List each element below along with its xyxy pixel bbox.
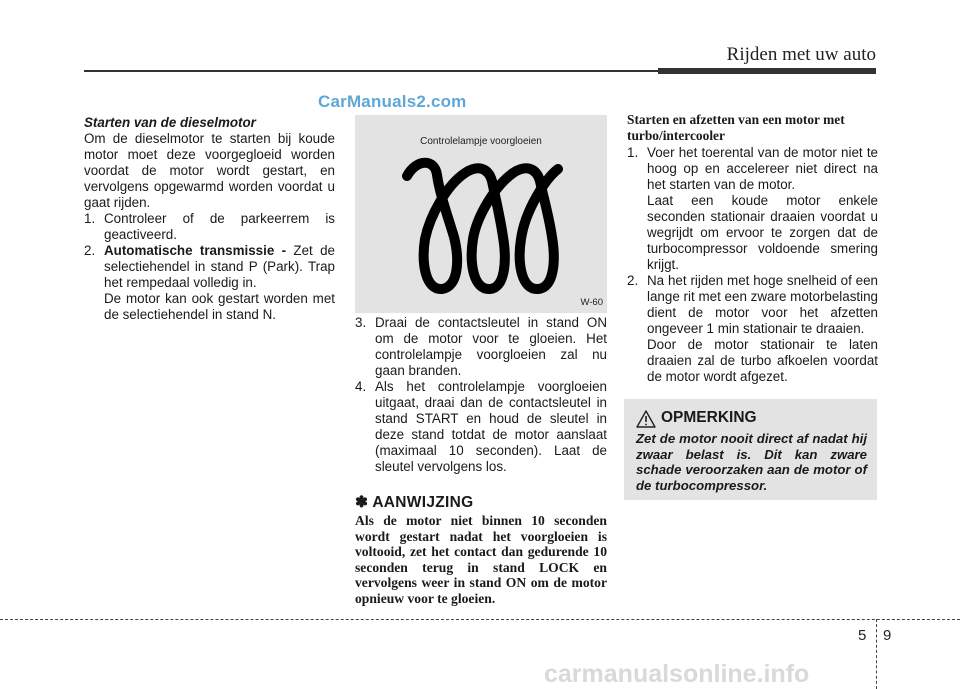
list-text <box>104 243 335 291</box>
footer-rule <box>0 619 960 620</box>
list-subparagraph: Door de motor stationair te laten draaien zal de turbo afkoelen voordat de motor wordt afgezet. <box>647 337 878 384</box>
warning-title: OPMERKING <box>661 409 757 426</box>
list-subparagraph: Laat een koude motor enkele seconden stationair draaien voordat u wegrijdt om ervoor te zorgen dat de turbocompressor voldoende smering krijgt. <box>647 193 878 272</box>
warning-body: Zet de motor nooit direct af nadat hij zwaar belast is. Dit kan zware schade veroorzaken aan de motor of de turbocompressor. <box>636 431 867 493</box>
list-text: Voer het toerental van de motor niet te hoog op en accelereer niet direct na het starten van de motor. <box>647 145 878 192</box>
warning-box <box>624 399 877 500</box>
note-heading: ✽ AANWIJZING <box>355 494 474 511</box>
intro-paragraph: Om de dieselmotor te starten bij koude motor moet deze voorgegloeid worden voordat de motor wordt gestart, en vervolgens opgewarmd worden voordat u gaat rijden. <box>84 131 335 210</box>
section-heading-diesel: Starten van de dieselmotor <box>84 115 256 130</box>
list-number: 4. <box>355 379 367 394</box>
list-text: Draai de contactsleutel in stand ON om de motor voor te gloeien. Het controlelampje voorgloeien zal nu gaan branden. <box>375 315 607 378</box>
list-text: Na het rijden met hoge snelheid of een lange rit met een zware motorbelasting dient de motor voor het afzetten ongeveer 1 min stationair te draaien. <box>647 273 878 336</box>
chapter-number: 5 <box>858 627 867 644</box>
footer-watermark: carmanualsonline.info <box>544 660 810 688</box>
footer-divider <box>876 619 877 689</box>
list-item <box>84 211 335 243</box>
page-number: 9 <box>883 627 892 644</box>
list-item <box>355 379 607 475</box>
warning-triangle-icon <box>635 409 657 429</box>
watermark-logo: CarManuals2.com <box>318 92 467 111</box>
list-number: 2. <box>84 243 96 258</box>
list-number: 1. <box>84 211 96 226</box>
left-column <box>84 115 335 323</box>
note-body: Als de motor niet binnen 10 seconden wordt gestart nadat het voorgloeien is voltooid, zet het contact dan gedurende 10 seconden terug in stand LOCK en vervolgens weer in stand ON om de motor opnieuw voor te gloeien. <box>355 513 607 606</box>
list-number: 1. <box>627 145 639 160</box>
header-rule <box>84 70 658 72</box>
list-subparagraph: De motor kan ook gestart worden met de selectiehendel in stand N. <box>104 291 335 322</box>
glow-indicator-figure <box>355 115 607 313</box>
page-header-title: Rijden met uw auto <box>726 44 876 65</box>
header-rule-accent <box>658 68 876 74</box>
list-number: 2. <box>627 273 639 288</box>
list-item <box>627 273 878 337</box>
list-text: Controleer of de parkeerrem is geactiveerd. <box>104 211 335 242</box>
list-text-rest: Zet de selectiehendel in stand P (Park). Trap het rempedaal volledig in. <box>104 243 335 290</box>
glow-plug-icon <box>355 115 607 313</box>
list-text: Als het controlelampje voorgloeien uitgaat, draai dan de contactsleutel in stand START en houd de sleutel in deze stand totdat de motor aanslaat (maximaal 10 seconden). Laat de sleutel vervolgens los. <box>375 379 607 474</box>
right-column <box>627 112 878 385</box>
section-heading-turbo: Starten en afzetten van een motor met turbo/intercooler <box>627 112 845 143</box>
list-number: 3. <box>355 315 367 330</box>
list-item <box>84 243 335 291</box>
list-item <box>355 315 607 379</box>
figure-code: W-60 <box>580 297 603 308</box>
list-item <box>627 145 878 193</box>
bold-label: Automatische transmissie - <box>104 243 287 258</box>
figure-caption: Controlelampje voorgloeien <box>420 136 542 147</box>
middle-column <box>355 315 607 607</box>
